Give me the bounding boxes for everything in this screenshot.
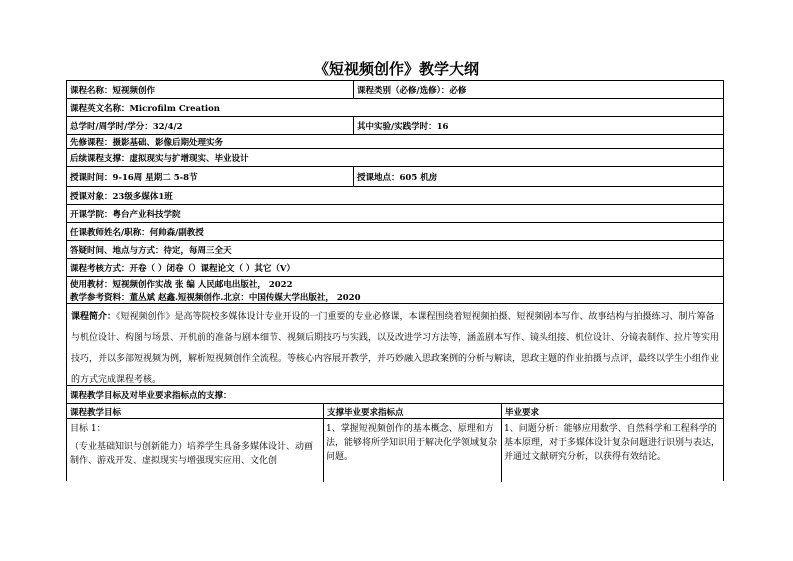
goal1-title: 目标 1： xyxy=(70,424,106,434)
exam-method: 课程考核方式：开卷（ ）闭卷（）课程论文（ ）其它（V） xyxy=(70,263,296,274)
row-prereq xyxy=(67,135,723,149)
teaching-time: 授课时间：9-16周 星期二 5-8节 xyxy=(70,172,198,183)
goal1-text: （专业基础知识与创新能力）培养学生具备多媒体设计、动画制作、游戏开发、虚拟现实与增强现实应用、文化创 xyxy=(70,442,314,466)
prereq: 先修课程：摄影基础、影像后期处理实务 xyxy=(70,137,224,148)
indicator-cell: 1、掌握短视频创作的基本概念、原理和方法，能够将所学知识用于解决化学领域复杂问题。 xyxy=(326,424,498,462)
row-teacher xyxy=(67,223,723,241)
target-class: 授课对象：23级多媒体1班 xyxy=(70,191,173,202)
header-indicator: 支撑毕业要求指标点 xyxy=(327,408,404,418)
row-materials xyxy=(67,277,723,304)
teaching-place: 授课地点：605 机房 xyxy=(357,172,438,183)
header-goal: 课程教学目标 xyxy=(70,408,122,418)
textbook: 使用教材：短视频创作实战 张 编 人民邮电出版社， 2022 xyxy=(70,279,293,290)
goal-cell xyxy=(67,419,323,482)
row-course-name xyxy=(67,81,723,99)
row-followup xyxy=(67,149,723,167)
qa-time: 答疑时间、地点与方式：待定，每周三全天 xyxy=(70,245,232,256)
row-hours xyxy=(67,117,723,135)
row-college xyxy=(67,205,723,223)
goals-table-header xyxy=(67,404,723,419)
requirement-cell: 1、问题分析：能够应用数学、自然科学和工程科学的基本原理，对于多媒体设计复杂问题进行识别与表达，并通过文献研究分析，以获得有效结论。 xyxy=(504,424,721,462)
row-english-name xyxy=(67,99,723,117)
course-type: 课程类别（必修/选修）：必修 xyxy=(357,85,467,96)
college: 开课学院：粤台产业科技学院 xyxy=(70,209,181,220)
course-name: 课程名称：短视频创作 xyxy=(70,85,156,96)
intro-text: 《短视频创作》是高等院校多媒体设计专业开设的一门重要的专业必修课，本课程围绕着短视频拍摄、短视频剧本写作、故事结构与拍摄练习、制片筹备与机位设计、构图与场景、开机前的准备与剧本细节、视频后期技巧与实践，以及改进学习方法等，涵盖剧本写作、镜头组接、机位设计、分镜表制作、拉片等实用技巧，并以多部短视频为例，解析短视频创作全流程。等核心内容展开教学，并巧妙融入思政案例的分析与解读，思政主题的作业拍摄与点评，最终以学生小组作业的方式完成课程考核。 xyxy=(71,312,720,385)
goals-header: 课程教学目标及对毕业要求指标点的支撑： xyxy=(67,386,723,404)
course-intro xyxy=(67,304,723,386)
row-exam xyxy=(67,259,723,277)
hours: 总学时/周学时/学分：32/4/2 xyxy=(70,121,183,132)
row-teaching-time xyxy=(67,167,723,187)
teacher: 任课教师姓名/职称：何帅森/副教授 xyxy=(70,227,204,238)
english-name: 课程英文名称：Microfilm Creation xyxy=(70,103,220,114)
followup: 后续课程支撑：虚拟现实与扩增现实、毕业设计 xyxy=(70,153,249,164)
syllabus-table xyxy=(66,80,724,481)
goals-table-body xyxy=(67,419,723,482)
header-requirement: 毕业要求 xyxy=(505,408,540,418)
row-qa xyxy=(67,241,723,259)
references: 教学参考资料：董丛斌 赵鑫.短视频创作.北京：中国传媒大学出版社， 2020 xyxy=(70,292,361,303)
intro-label: 课程简介： xyxy=(71,312,117,322)
row-target xyxy=(67,187,723,205)
practice-hours: 其中实验/实践学时：16 xyxy=(357,121,449,132)
page-title: 《短视频创作》教学大纲 xyxy=(313,60,479,78)
